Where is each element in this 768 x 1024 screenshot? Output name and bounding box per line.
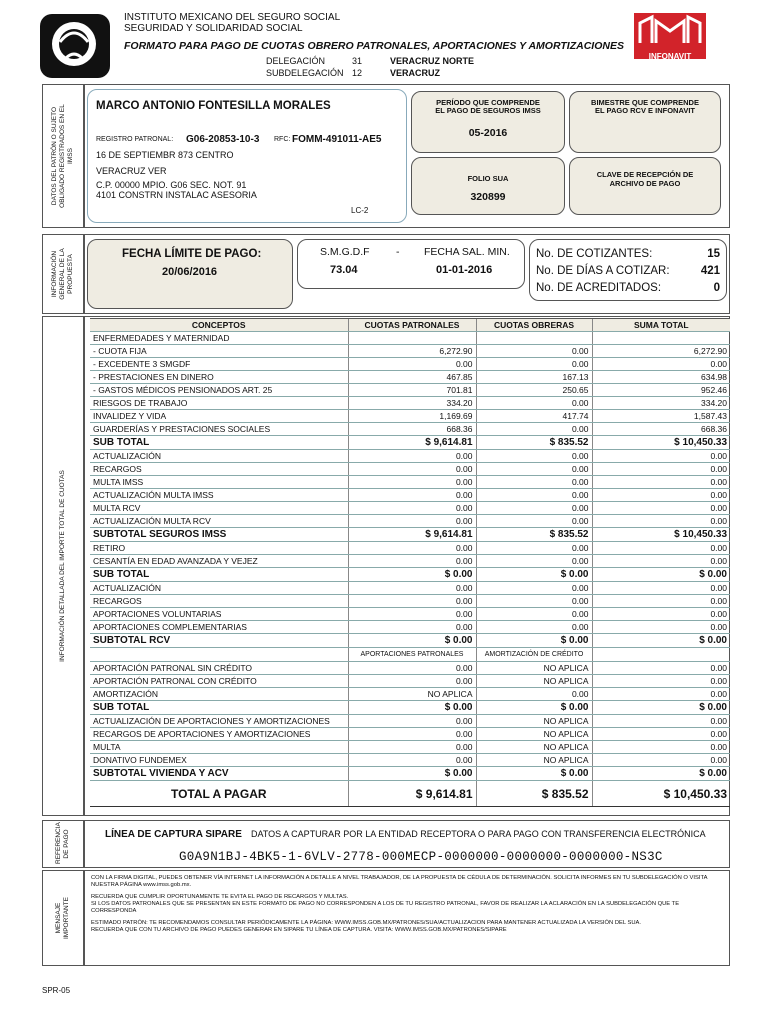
table-cell: 0.00 [348, 608, 476, 621]
subdelegacion-num: 12 [352, 68, 363, 78]
table-cell: SUBTOTAL SEGUROS IMSS [90, 528, 348, 542]
table-cell: 1,169.69 [348, 410, 476, 423]
table-cell: ACTUALIZACIÓN MULTA RCV [90, 515, 348, 528]
table-cell: - GASTOS MÉDICOS PENSIONADOS ART. 25 [90, 384, 348, 397]
table-cell: $ 0.00 [592, 701, 730, 715]
fecha-sal-label: FECHA SAL. MIN. [424, 246, 510, 258]
infonavit-logo [634, 13, 706, 59]
table-cell: 0.00 [476, 621, 592, 634]
table-cell: 634.98 [592, 371, 730, 384]
table-row [90, 688, 730, 701]
delegacion-num: 31 [352, 56, 363, 66]
folio-value: 320899 [470, 191, 506, 203]
footer-code: SPR-05 [42, 986, 71, 995]
table-cell: NO APLICA [348, 688, 476, 701]
table-cell: $ 0.00 [348, 634, 476, 648]
table-cell: 0.00 [348, 502, 476, 515]
table-cell: $ 0.00 [348, 767, 476, 781]
table-cell: 0.00 [476, 582, 592, 595]
institution-line2: SEGURIDAD Y SOLIDARIDAD SOCIAL [124, 23, 303, 34]
address-line1: 16 DE SEPTIEMBR 873 CENTRO [96, 150, 234, 160]
registro-label: REGISTRO PATRONAL: [96, 136, 174, 143]
table-cell: RETIRO [90, 542, 348, 555]
table-cell: $ 0.00 [592, 634, 730, 648]
table-cell: 0.00 [476, 463, 592, 476]
general-section [84, 234, 730, 314]
table-cell: $ 10,450.33 [592, 528, 730, 542]
cotizantes-value: 15 [707, 248, 720, 260]
smgdf-box [297, 239, 525, 289]
table-cell: $ 0.00 [476, 767, 592, 781]
table-cell: ENFERMEDADES Y MATERNIDAD [90, 332, 348, 345]
table-cell: 0.00 [348, 476, 476, 489]
table-cell: 167.13 [476, 371, 592, 384]
table-cell: INVALIDEZ Y VIDA [90, 410, 348, 423]
table-cell: 1,587.43 [592, 410, 730, 423]
smgdf-value: 73.04 [330, 264, 358, 276]
table-cell: DONATIVO FUNDEMEX [90, 754, 348, 767]
table-row [90, 450, 730, 463]
table-cell: SUB TOTAL [90, 701, 348, 715]
subtotal-row [90, 436, 730, 450]
infonavit-text: INFONAVIT [648, 52, 692, 61]
mensaje-line3: SI LOS DATOS PATRONALES QUE SE PRESENTAN EN ESTE FORMATO DE PAGO NO CORRESPONDEN A LOS DE TU REGISTRO PATRONAL, FAVOR DE REALIZAR LA ACLARACIÓN EN LA SUBDELEGACIÓN QUE TE CORRESPONDA [91, 901, 680, 914]
table-cell: CESANTÍA EN EDAD AVANZADA Y VEJEZ [90, 555, 348, 568]
table-cell: $ 0.00 [476, 634, 592, 648]
table-row [90, 754, 730, 767]
table-cell: 334.20 [348, 397, 476, 410]
table-cell: 0.00 [348, 542, 476, 555]
table-cell: 0.00 [592, 542, 730, 555]
patron-section [84, 84, 730, 228]
table-cell: 0.00 [348, 675, 476, 688]
table-cell: 0.00 [348, 621, 476, 634]
form-title: FORMATO PARA PAGO DE CUOTAS OBRERO PATRONALES, APORTACIONES Y AMORTIZACIONES [124, 40, 624, 52]
table-cell: NO APLICA [476, 662, 592, 675]
table-cell: 0.00 [592, 608, 730, 621]
table-cell [476, 332, 592, 345]
table-row [90, 675, 730, 688]
table-cell: SUBTOTAL RCV [90, 634, 348, 648]
table-cell: APORTACIÓN PATRONAL CON CRÉDITO [90, 675, 348, 688]
table-cell: - EXCEDENTE 3 SMGDF [90, 358, 348, 371]
table-cell: 0.00 [348, 515, 476, 528]
table-cell: 6,272.90 [592, 345, 730, 358]
table-cell: CUOTAS OBRERAS [476, 319, 592, 332]
table-cell: 0.00 [476, 515, 592, 528]
table-cell: NO APLICA [476, 741, 592, 754]
table-cell: 0.00 [476, 542, 592, 555]
referencia-section [84, 820, 730, 868]
table-cell: 0.00 [476, 502, 592, 515]
captura-label: LÍNEA DE CAPTURA SIPARE [105, 829, 242, 840]
table-cell: - CUOTA FIJA [90, 345, 348, 358]
table-row [90, 582, 730, 595]
table-cell: 0.00 [348, 489, 476, 502]
table-cell: 0.00 [592, 502, 730, 515]
table-cell: 0.00 [476, 595, 592, 608]
table-row [90, 423, 730, 436]
rfc-label: RFC: [274, 136, 291, 143]
mensaje-line1: CON LA FIRMA DIGITAL, PUEDES OBTENER VÍA INTERNET LA INFORMACIÓN A DETALLE A NIVEL TRABAJADOR, DE LA PROPUESTA DE CÉDULA DE DETERMINACIÓN. SOLICITA INFORMES EN TU SUBDELEGACIÓN O VISITA NUESTRA PÁGINA www.imss.gob.mx. [91, 875, 708, 888]
clave-box [569, 157, 721, 215]
subtotal-row [90, 634, 730, 648]
table-cell: 250.65 [476, 384, 592, 397]
table-cell: $ 835.52 [476, 528, 592, 542]
periodo-label: PERÍODO QUE COMPRENDE EL PAGO DE SEGUROS IMSS [435, 98, 541, 115]
table-cell: 0.00 [592, 489, 730, 502]
table-row [90, 595, 730, 608]
table-cell: 0.00 [476, 358, 592, 371]
rfc-value: FOMM-491011-AE5 [292, 134, 382, 145]
table-cell: 668.36 [592, 423, 730, 436]
table-cell: APORTACIONES VOLUNTARIAS [90, 608, 348, 621]
fecha-limite-value: 20/06/2016 [162, 266, 218, 278]
table-cell: 0.00 [592, 476, 730, 489]
table-cell: RIESGOS DE TRABAJO [90, 397, 348, 410]
table-row [90, 741, 730, 754]
table-row [90, 502, 730, 515]
dias-value: 421 [700, 265, 720, 277]
captura-code: G0A9N1BJ-4BK5-1-6VLV-2778-000MECP-0000000-0000000-0000000-NS3C [179, 850, 663, 864]
table-cell: 0.00 [592, 754, 730, 767]
table-cell: TOTAL A PAGAR [90, 781, 348, 807]
mensaje-line5: RECUERDA QUE CON TU ARCHIVO DE PAGO PUEDES GENERAR EN SIPARE TU LÍNEA DE CAPTURA. VISITA: WWW.IMSS.GOB.MX/PATRONES/SIPARE [91, 927, 507, 933]
table-cell: 0.00 [476, 423, 592, 436]
table-cell: SUMA TOTAL [592, 319, 730, 332]
institution-name [124, 12, 340, 34]
table-cell: $ 0.00 [592, 767, 730, 781]
table-cell: 0.00 [476, 450, 592, 463]
table-cell: - PRESTACIONES EN DINERO [90, 371, 348, 384]
smgdf-dash: - [396, 246, 400, 258]
table-cell: 0.00 [592, 715, 730, 728]
mensaje-line2: RECUERDA QUE CUMPLIR OPORTUNAMENTE TE EVITA EL PAGO DE RECARGOS Y MULTAS. [91, 894, 349, 900]
table-row [90, 489, 730, 502]
bimestre-box [569, 91, 721, 153]
table-row [90, 608, 730, 621]
table-cell [592, 648, 730, 662]
clave-label: CLAVE DE RECEPCIÓN DE ARCHIVO DE PAGO [596, 170, 694, 188]
activity: 4101 CONSTRN INSTALAC ASESORIA [96, 190, 257, 200]
table-cell: CUOTAS PATRONALES [348, 319, 476, 332]
table-cell: MULTA IMSS [90, 476, 348, 489]
table-row [90, 728, 730, 741]
side-label-detalle: INFORMACIÓN DETALLADA DEL IMPORTE TOTAL DE CUOTAS [42, 316, 84, 816]
table-cell: 0.00 [476, 397, 592, 410]
smgdf-label: S.M.G.D.F [320, 246, 370, 258]
table-cell [592, 332, 730, 345]
table-cell: 0.00 [348, 741, 476, 754]
table-cell: APORTACIÓN PATRONAL SIN CRÉDITO [90, 662, 348, 675]
table-row [90, 662, 730, 675]
table-cell: 0.00 [592, 358, 730, 371]
table-cell: $ 0.00 [348, 568, 476, 582]
table-row [90, 332, 730, 345]
table-cell: 0.00 [348, 595, 476, 608]
table-cell: 0.00 [348, 450, 476, 463]
table-row [90, 358, 730, 371]
table-cell: 0.00 [476, 555, 592, 568]
table-cell: $ 10,450.33 [592, 436, 730, 450]
dias-label: No. DE DÍAS A COTIZAR: [536, 265, 670, 277]
side-label-patron: DATOS DEL PATRÓN O SUJETO OBLIGADO REGISTRADOS EN EL IMSS [42, 84, 84, 228]
subtotal-row [90, 767, 730, 781]
table-cell: $ 9,614.81 [348, 781, 476, 807]
table-cell: 0.00 [348, 582, 476, 595]
table-cell: NO APLICA [476, 754, 592, 767]
address-line3: C.P. 00000 MPIO. G06 SEC. NOT. 91 [96, 180, 247, 190]
acreditados-label: No. DE ACREDITADOS: [536, 282, 662, 294]
table-cell: 334.20 [592, 397, 730, 410]
table-cell: $ 0.00 [348, 701, 476, 715]
table-cell: $ 9,614.81 [348, 436, 476, 450]
table-cell: NO APLICA [476, 728, 592, 741]
table-cell: SUB TOTAL [90, 568, 348, 582]
institution-line1: INSTITUTO MEXICANO DEL SEGURO SOCIAL [124, 12, 341, 23]
table-cell: $ 9,614.81 [348, 528, 476, 542]
table-cell: 0.00 [348, 754, 476, 767]
table-row [90, 648, 730, 662]
table-cell: 0.00 [592, 582, 730, 595]
table-cell: $ 0.00 [476, 568, 592, 582]
table-cell: ACTUALIZACIÓN [90, 582, 348, 595]
table-cell: MULTA RCV [90, 502, 348, 515]
table-row [90, 397, 730, 410]
lc-code: LC-2 [351, 206, 369, 215]
side-label-general: INFORMACIÓN GENERAL DE LA PROPUESTA [42, 234, 84, 314]
cotizantes-label: No. DE COTIZANTES: [536, 248, 653, 260]
table-cell: RECARGOS [90, 463, 348, 476]
bimestre-label: BIMESTRE QUE COMPRENDE EL PAGO RCV E INFONAVIT [591, 98, 699, 115]
patron-box [87, 89, 407, 223]
captura-description: DATOS A CAPTURAR POR LA ENTIDAD RECEPTORA O PARA PAGO CON TRANSFERENCIA ELECTRÓNICA [251, 829, 706, 839]
table-row [90, 715, 730, 728]
table-cell: ACTUALIZACIÓN DE APORTACIONES Y AMORTIZACIONES [90, 715, 348, 728]
table-row [90, 410, 730, 423]
table-cell: 0.00 [592, 555, 730, 568]
patron-name: MARCO ANTONIO FONTESILLA MORALES [96, 100, 331, 112]
table-cell: AMORTIZACIÓN [90, 688, 348, 701]
side-label-referencia: REFERENCIA DE PAGO [42, 820, 84, 868]
address-line2: VERACRUZ VER [96, 166, 167, 176]
folio-box [411, 157, 565, 215]
folio-label: FOLIO SUA [467, 174, 509, 183]
table-cell: GUARDERÍAS Y PRESTACIONES SOCIALES [90, 423, 348, 436]
table-cell: AMORTIZACIÓN DE CRÉDITO [476, 648, 592, 662]
subdelegacion-label: SUBDELEGACIÓN [266, 68, 344, 78]
table-cell: RECARGOS [90, 595, 348, 608]
table-cell: NO APLICA [476, 715, 592, 728]
table-cell: 0.00 [476, 688, 592, 701]
table-cell: CONCEPTOS [90, 319, 348, 332]
subtotal-row [90, 701, 730, 715]
table-cell: 0.00 [592, 675, 730, 688]
table-cell: MULTA [90, 741, 348, 754]
table-cell: 0.00 [348, 728, 476, 741]
table-row [90, 463, 730, 476]
table-row [90, 345, 730, 358]
periodo-value: 05-2016 [468, 127, 508, 139]
subtotal-row [90, 528, 730, 542]
table-cell [348, 332, 476, 345]
subdelegacion-name: VERACRUZ [390, 68, 441, 78]
fecha-limite-label: FECHA LÍMITE DE PAGO: [122, 248, 262, 260]
table-cell: $ 0.00 [592, 568, 730, 582]
table-cell: 417.74 [476, 410, 592, 423]
table-cell: 0.00 [476, 489, 592, 502]
table-cell: 0.00 [476, 345, 592, 358]
table-cell: 0.00 [592, 515, 730, 528]
table-cell: SUBTOTAL VIVIENDA Y ACV [90, 767, 348, 781]
table-cell: 0.00 [592, 463, 730, 476]
table-cell: ACTUALIZACIÓN MULTA IMSS [90, 489, 348, 502]
table-cell: RECARGOS DE APORTACIONES Y AMORTIZACIONES [90, 728, 348, 741]
imss-logo [40, 14, 110, 78]
table-cell: 0.00 [592, 741, 730, 754]
table-cell: NO APLICA [476, 675, 592, 688]
table-cell: 0.00 [592, 728, 730, 741]
table-cell: 668.36 [348, 423, 476, 436]
mensaje-line4: ESTIMADO PATRÓN: TE RECOMENDAMOS CONSULTAR PERIÓDICAMENTE LA PÁGINA: WWW.IMSS.GOB.MX/PATRONES/SUA/ACTUALIZACION PARA MANTENER ACTUALIZADA LA VERSIÓN DEL SUA. [91, 920, 642, 926]
periodo-box [411, 91, 565, 153]
fecha-sal-value: 01-01-2016 [436, 264, 493, 276]
table-cell: 0.00 [348, 662, 476, 675]
total-row [90, 781, 730, 807]
table-cell: 0.00 [348, 715, 476, 728]
table-cell: 0.00 [476, 476, 592, 489]
table-cell: SUB TOTAL [90, 436, 348, 450]
delegacion-name: VERACRUZ NORTE [390, 56, 475, 66]
table-cell: 952.46 [592, 384, 730, 397]
table-cell: 0.00 [592, 662, 730, 675]
table-cell: APORTACIONES PATRONALES [348, 648, 476, 662]
table-cell: 701.81 [348, 384, 476, 397]
acreditados-value: 0 [713, 282, 720, 294]
table-cell: 467.85 [348, 371, 476, 384]
table-cell: $ 0.00 [476, 701, 592, 715]
table-cell: 0.00 [592, 595, 730, 608]
table-cell: APORTACIONES COMPLEMENTARIAS [90, 621, 348, 634]
table-cell: 0.00 [348, 555, 476, 568]
table-cell: $ 835.52 [476, 781, 592, 807]
table-cell: 0.00 [348, 463, 476, 476]
table-row [90, 384, 730, 397]
cuotas-table [90, 318, 730, 807]
table-header-row [90, 319, 730, 332]
table-cell: 0.00 [348, 358, 476, 371]
table-row [90, 515, 730, 528]
table-cell: $ 10,450.33 [592, 781, 730, 807]
mensaje-section [84, 870, 730, 966]
table-cell: ACTUALIZACIÓN [90, 450, 348, 463]
counts-box [529, 239, 727, 301]
table-row [90, 542, 730, 555]
fecha-limite-box [87, 239, 293, 309]
table-cell: 0.00 [592, 688, 730, 701]
subtotal-row [90, 568, 730, 582]
table-row [90, 555, 730, 568]
table-cell: $ 835.52 [476, 436, 592, 450]
table-cell: 6,272.90 [348, 345, 476, 358]
registro-patronal: G06-20853-10-3 [186, 134, 260, 145]
delegacion-label: DELEGACIÓN [266, 56, 326, 66]
table-cell [90, 648, 348, 662]
table-cell: 0.00 [476, 608, 592, 621]
table-row [90, 621, 730, 634]
table-cell: 0.00 [592, 450, 730, 463]
side-label-mensaje: MENSAJE IMPORTANTE [42, 870, 84, 966]
table-row [90, 371, 730, 384]
table-row [90, 476, 730, 489]
table-cell: 0.00 [592, 621, 730, 634]
